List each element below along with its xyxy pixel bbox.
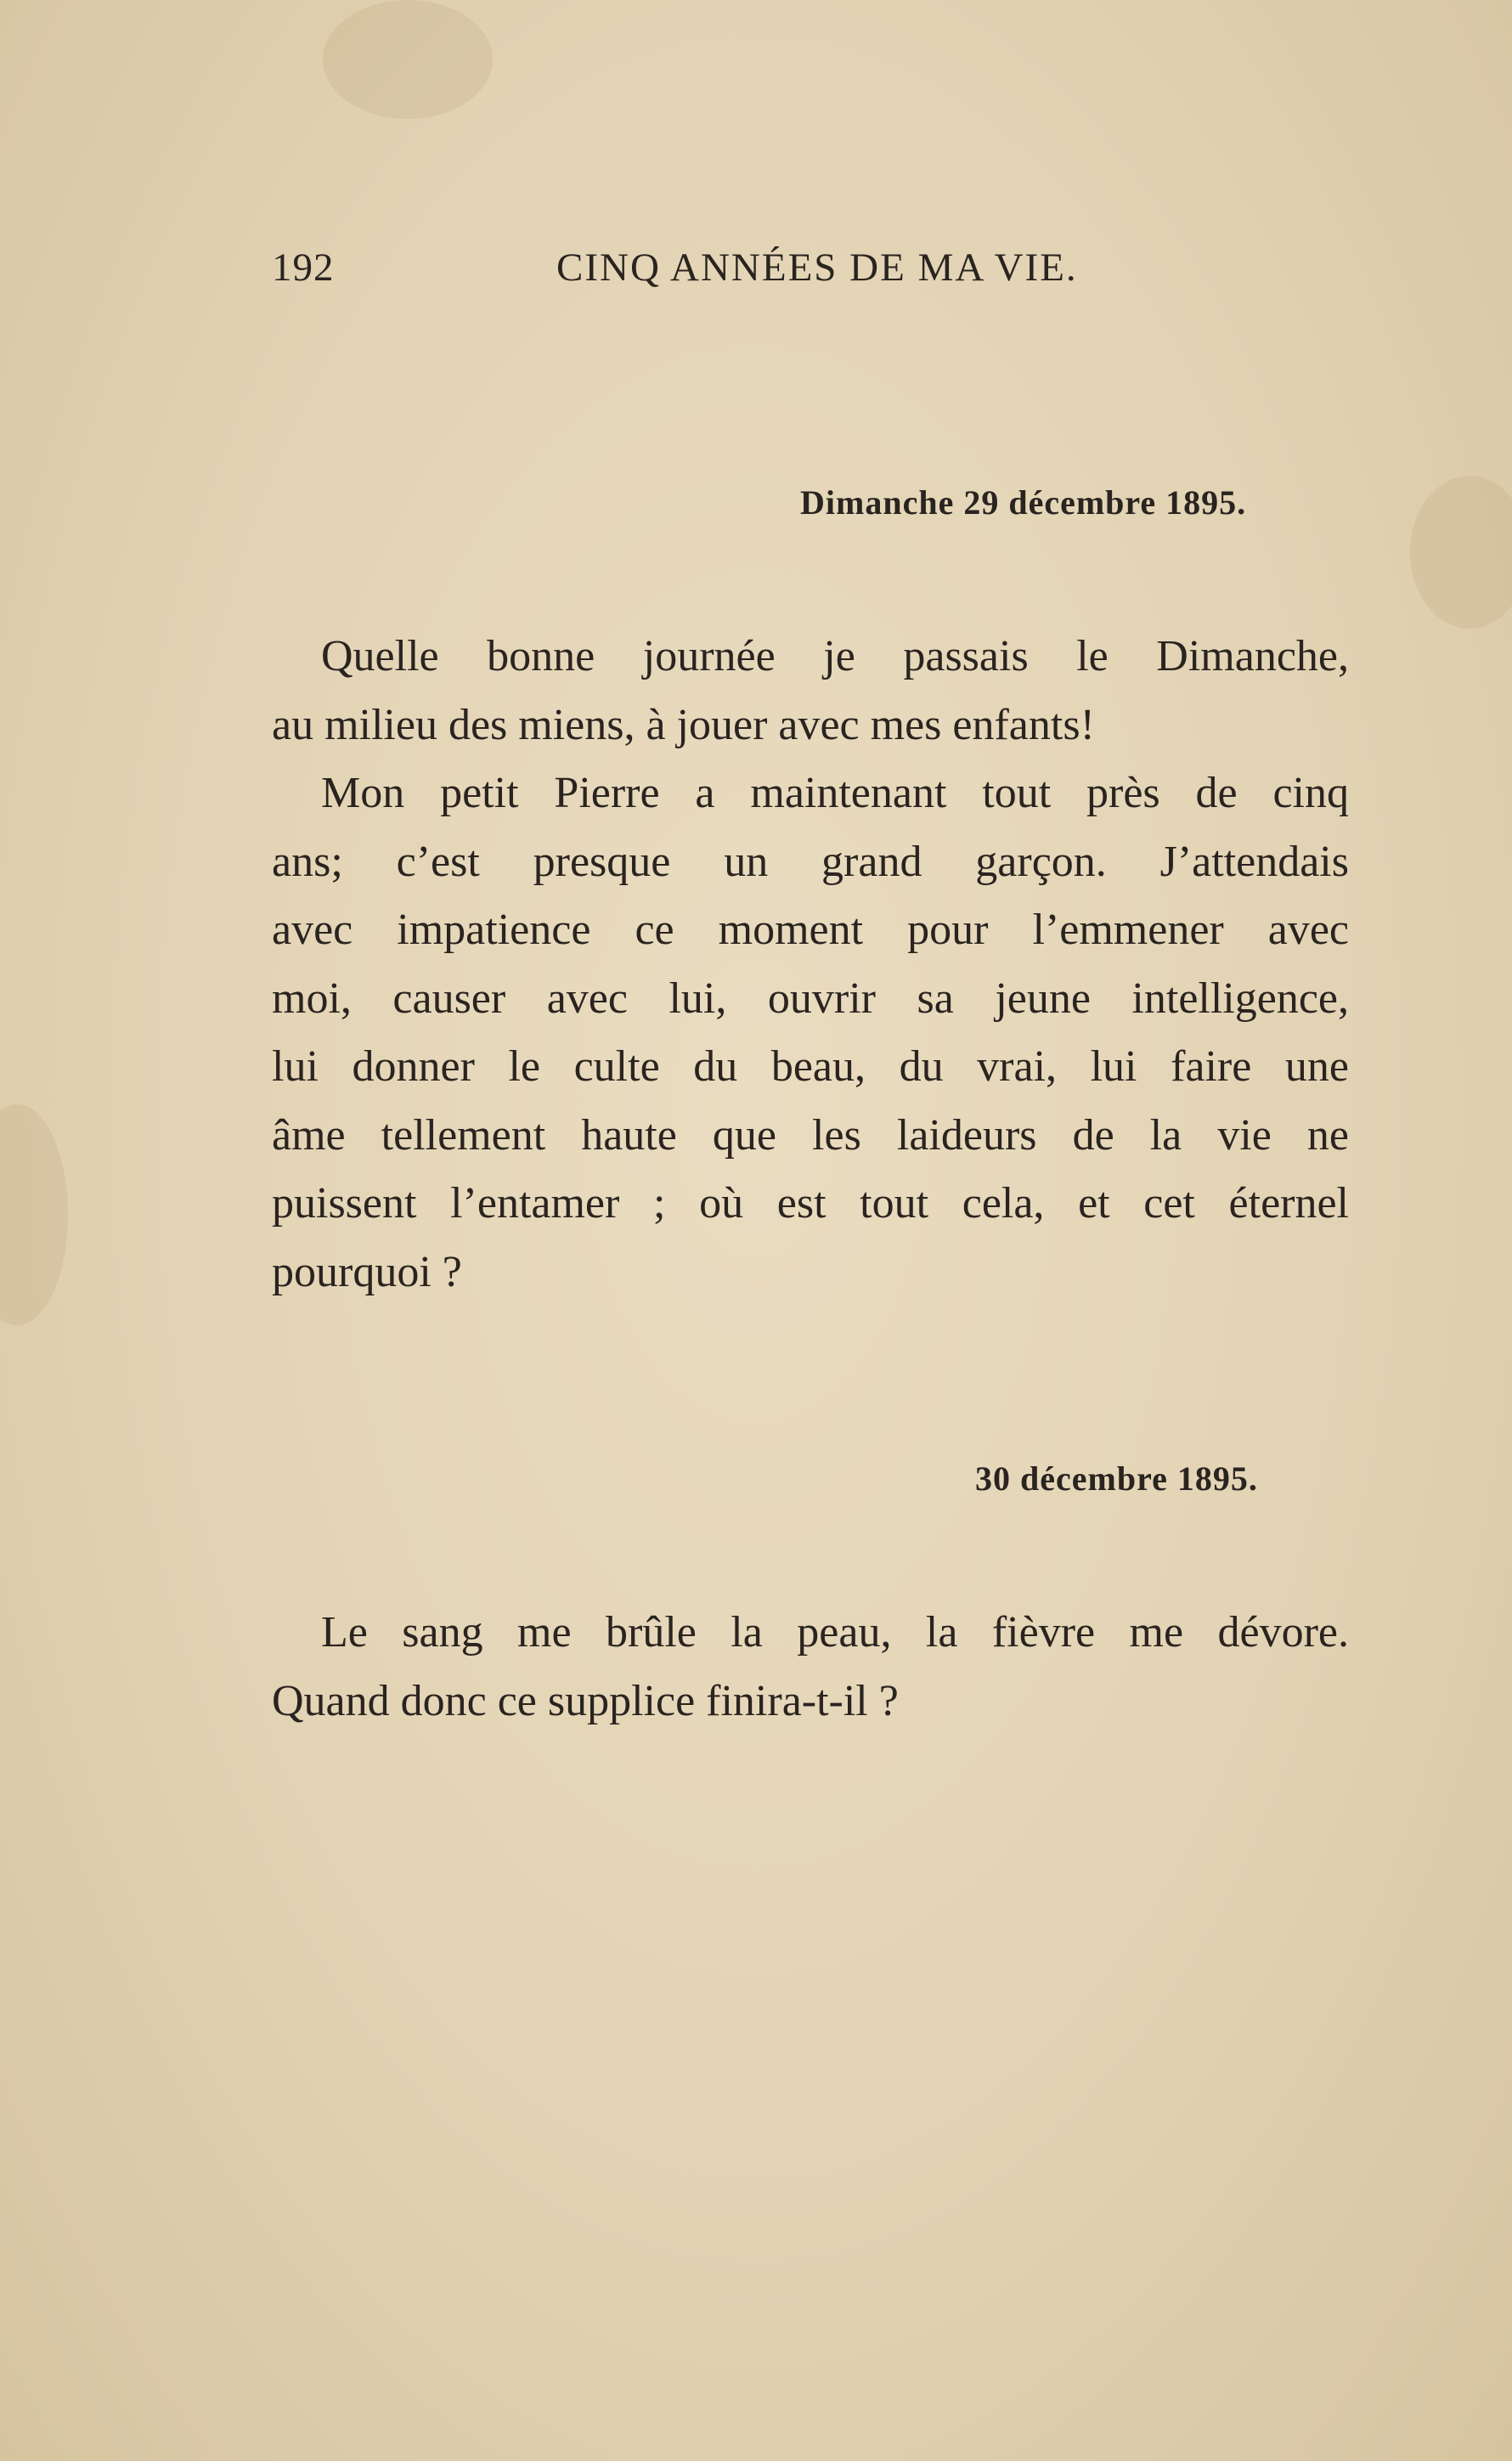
running-title: CINQ ANNÉES DE MA VIE. [556,246,1078,290]
text-line: lui donner le culte du beau, du vrai, lui faire une [272,1042,1349,1091]
page-header [272,245,1121,296]
text-line: pourquoi ? [272,1247,462,1296]
text-line: au milieu des miens, à jouer avec mes enfants! [272,700,1095,749]
paper-stain [323,0,493,119]
text-line: âme tellement haute que les laideurs de la vie ne [272,1110,1349,1160]
entry-paragraph [272,623,1349,1307]
entry-date: 30 décembre 1895. [975,1459,1258,1498]
text-line: ans; c’est presque un grand garçon. J’attendais [272,837,1349,886]
text-line: Quand donc ce supplice finira-t-il ? [272,1676,899,1725]
text-line: moi, causer avec lui, ouvrir sa jeune intelligence, [272,974,1349,1023]
text-line: Mon petit Pierre a maintenant tout près de cinq [321,769,1349,817]
text-line: Quelle bonne journée je passais le Dimanche, [321,632,1349,680]
entry-paragraph [272,1599,1349,1736]
paper-stain [1410,476,1512,629]
page-number: 192 [272,246,335,290]
text-line: puissent l’entamer ; où est tout cela, et cet éternel [272,1179,1349,1228]
entry-date: Dimanche 29 décembre 1895. [800,483,1247,522]
text-line: avec impatience ce moment pour l’emmener avec [272,906,1349,954]
paper-stain [0,1104,68,1325]
text-line: Le sang me brûle la peau, la fièvre me dévore. [321,1608,1349,1657]
